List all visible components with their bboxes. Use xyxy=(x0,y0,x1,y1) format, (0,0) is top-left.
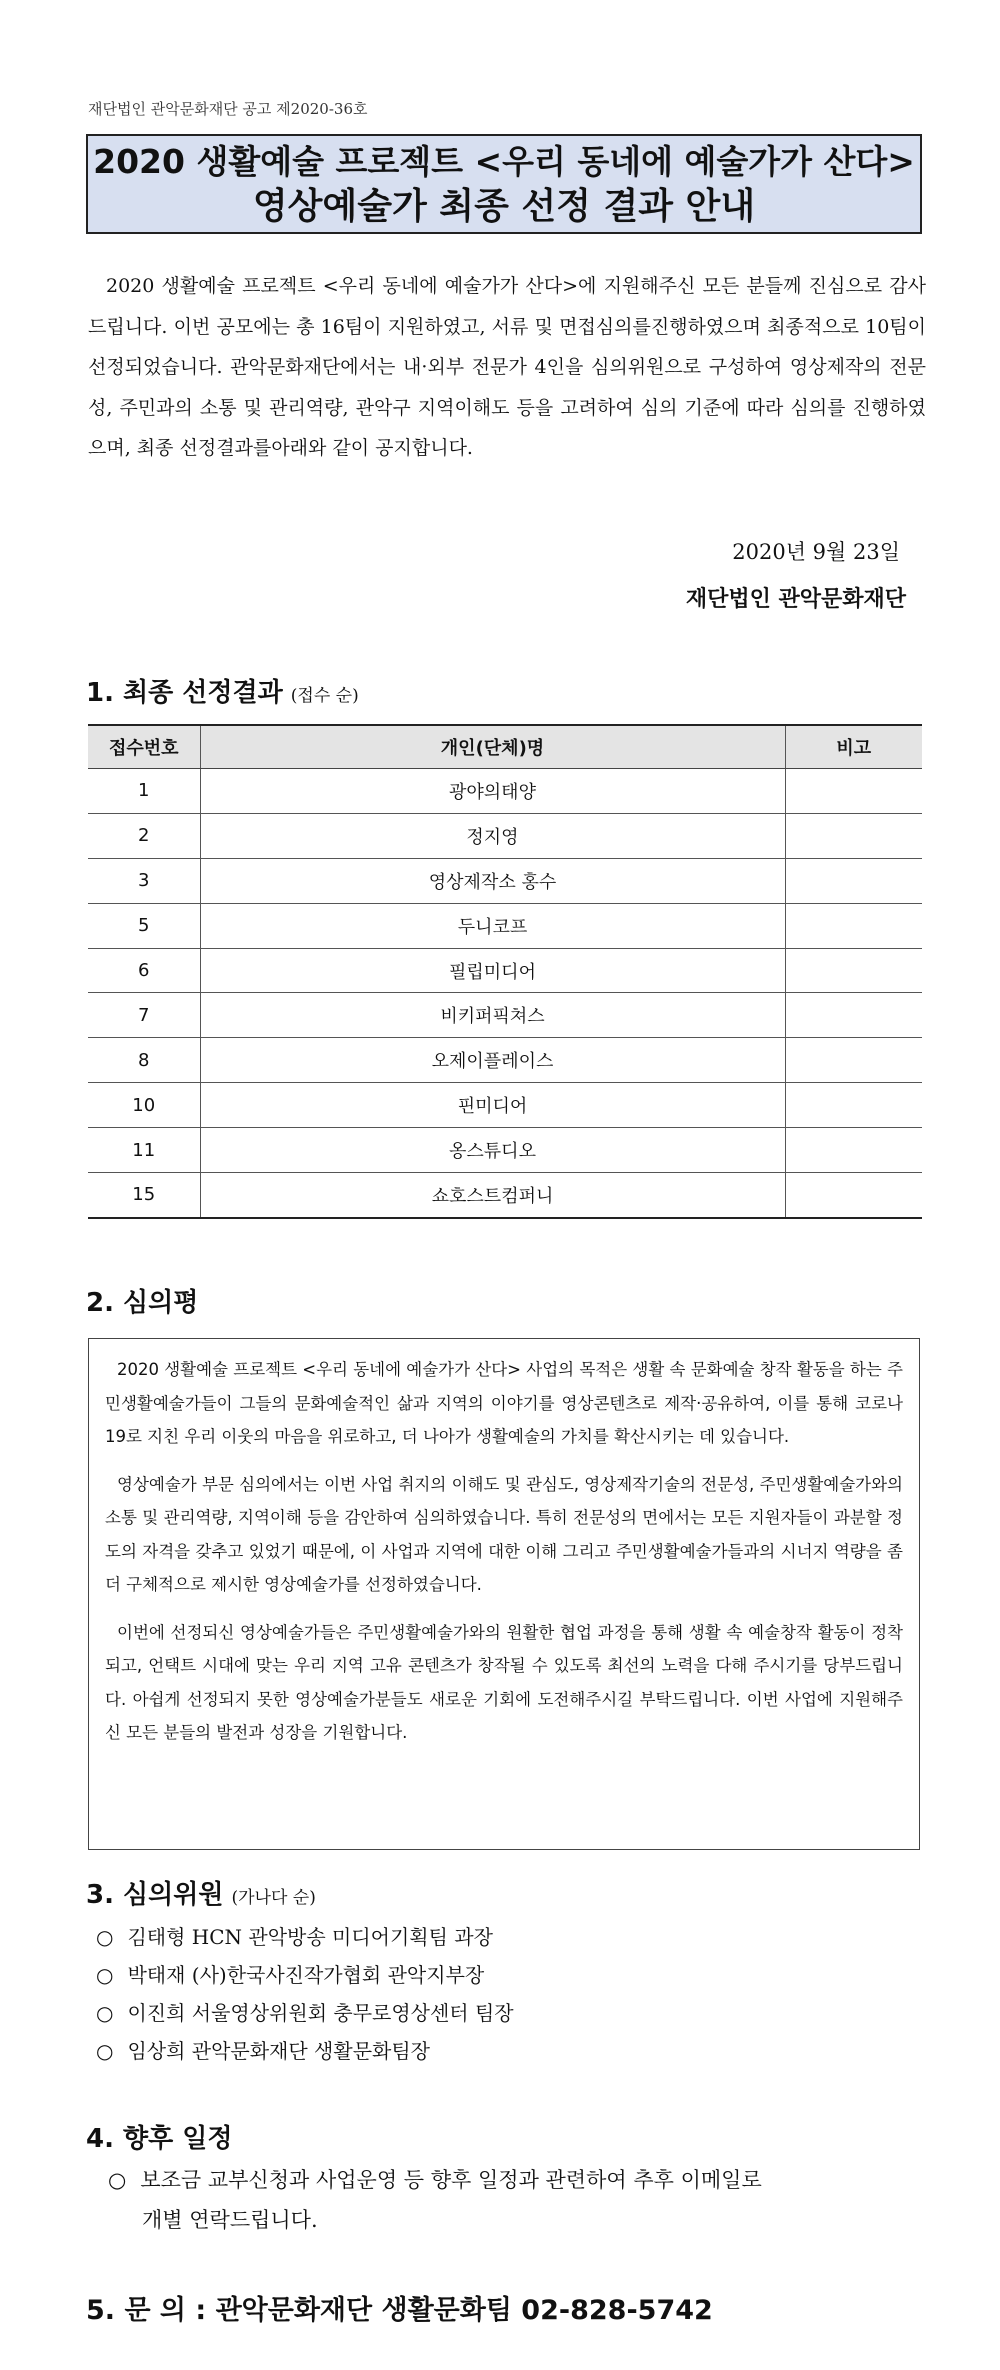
table-header-row xyxy=(88,725,922,769)
issuer-name: 재단법인 관악문화재단 xyxy=(685,586,906,612)
section-1-title: 1. 최종 선정결과 xyxy=(86,678,283,708)
table-row xyxy=(88,948,922,993)
section-3-title: 3. 심의위원 xyxy=(86,1880,224,1910)
bullet-icon: ○ xyxy=(96,1963,114,1987)
section-3-heading xyxy=(86,1874,316,1911)
cell-number: 6 xyxy=(88,948,200,993)
intro-paragraph xyxy=(88,266,926,469)
cell-number: 10 xyxy=(88,1083,200,1128)
table-row xyxy=(88,903,922,948)
notice-date: 2020년 9월 23일 xyxy=(732,540,900,564)
schedule-line-2: 개별 연락드립니다. xyxy=(142,2208,318,2232)
cell-remark xyxy=(785,858,922,903)
cell-name: 두니코프 xyxy=(200,903,785,948)
cell-number: 1 xyxy=(88,769,200,814)
review-paragraph: 영상예술가 부문 심의에서는 이번 사업 취지의 이해도 및 관심도, 영상제작기술의 전문성, 주민생활예술가와의 소통 및 관리역량, 지역이해 등을 감안하여 심의하였습니다. 특히 전문성의 면에서는 모든 지원자들이 과분할 정도의 자격을 갖추고 있었기 때문에, 이 사업과 지역에 대한 이해 그리고 주민생활예술가들과의 시너지 역량을 좀 더 구체적으로 제시한 영상예술가를 선정하였습니다. xyxy=(105,1474,903,1594)
title-box xyxy=(86,134,922,234)
cell-name: 정지영 xyxy=(200,813,785,858)
cell-number: 2 xyxy=(88,813,200,858)
cell-remark xyxy=(785,1038,922,1083)
cell-name: 핀미디어 xyxy=(200,1083,785,1128)
section-1-heading xyxy=(86,672,359,709)
table-row xyxy=(88,769,922,814)
table-row xyxy=(88,1173,922,1218)
schedule-item xyxy=(108,2160,762,2240)
cell-remark xyxy=(785,1173,922,1218)
column-header-remark: 비고 xyxy=(785,725,922,769)
cell-name: 옹스튜디오 xyxy=(200,1128,785,1173)
intro-text: 진행하였으며 최종적으로 10팀이 선정되었습니다. 관악문화재단에서는 내·외부 전문 xyxy=(88,315,927,378)
cell-remark xyxy=(785,948,922,993)
title-line-1: 2020 생활예술 프로젝트 <우리 동네에 예술가가 산다> xyxy=(93,142,915,181)
cell-remark xyxy=(785,1083,922,1128)
table-row xyxy=(88,858,922,903)
cell-name: 광야의태양 xyxy=(200,769,785,814)
cell-number: 11 xyxy=(88,1128,200,1173)
section-3-note: (가나다 순) xyxy=(231,1888,316,1908)
cell-name: 필립미디어 xyxy=(200,948,785,993)
bullet-icon: ○ xyxy=(96,1925,114,1949)
selection-result-table xyxy=(88,724,922,1219)
committee-member: 임상희 관악문화재단 생활문화팀장 xyxy=(127,2039,430,2063)
table-row xyxy=(88,1038,922,1083)
intro-text: 께 진심으로 감사드립니다. 이번 공모에는 총 16팀이 지원하였고, 서류 및 면접심의를 xyxy=(88,275,926,338)
table-row xyxy=(88,813,922,858)
bullet-icon: ○ xyxy=(96,2001,114,2025)
list-item xyxy=(96,1994,514,2032)
list-item xyxy=(96,1918,514,1956)
review-paragraph: 이번에 선정되신 영상예술가들은 주민생활예술가와의 원활한 협업 과정을 통해 생활 속 예술창작 활동이 정착되고, 언택트 시대에 맞는 우리 지역 고유 콘텐츠가 창작될 수 있도록 최선의 노력을 다해 주시기를 당부드립니다. 아쉽게 선정되지 못한 영상예술가분들도 새로운 기회에 도전해주시길 부탁드립니다. 이번 사업에 지원해주신 모든 분들의 발전과 성장을 기원합니다. xyxy=(105,1622,903,1742)
committee-member: 김태형 HCN 관악방송 미디어기획팀 과장 xyxy=(127,1925,493,1949)
contact-info: 5. 문 의 : 관악문화재단 생활문화팀 02-828-5742 xyxy=(86,2295,713,2326)
cell-name: 오제이플레이스 xyxy=(200,1038,785,1083)
schedule-line-1 xyxy=(108,2160,762,2200)
committee-member: 박태재 (사)한국사진작가협회 관악지부장 xyxy=(127,1963,485,1987)
cell-number: 5 xyxy=(88,903,200,948)
title-line-2: 영상예술가 최종 선정 결과 안내 xyxy=(252,186,756,227)
cell-remark xyxy=(785,993,922,1038)
schedule-text: 보조금 교부신청과 사업운영 등 향후 일정과 관련하여 추후 이메일로 xyxy=(140,2168,762,2192)
cell-remark xyxy=(785,769,922,814)
committee-list xyxy=(96,1918,514,2070)
table-row xyxy=(88,1083,922,1128)
bullet-icon: ○ xyxy=(96,2039,114,2063)
cell-remark xyxy=(785,903,922,948)
cell-name: 영상제작소 홍수 xyxy=(200,858,785,903)
cell-name: 쇼호스트컴퍼니 xyxy=(200,1173,785,1218)
intro-text: 악구 지역이해도 등을 고려하여 심의 기준에 따라 심의를 진행하였으며, 최종 선정결과를 xyxy=(88,396,926,459)
bullet-icon: ○ xyxy=(108,2168,127,2192)
cell-number: 15 xyxy=(88,1173,200,1218)
committee-member: 이진희 서울영상위원회 충무로영상센터 팀장 xyxy=(127,2001,514,2025)
table-row xyxy=(88,993,922,1038)
cell-remark xyxy=(785,1128,922,1173)
column-header-number: 접수번호 xyxy=(88,725,200,769)
cell-remark xyxy=(785,813,922,858)
list-item xyxy=(96,2032,514,2070)
section-4-heading: 4. 향후 일정 xyxy=(86,2124,233,2154)
list-item xyxy=(96,1956,514,1994)
intro-text: 2020 생활예술 프로젝트 <우리 동네에 예술가가 산다>에 지원해주신 모든 분들 xyxy=(106,275,784,297)
cell-number: 8 xyxy=(88,1038,200,1083)
intro-text: 가 4인을 심의위원으로 구성하여 영상제작의 전문성, 주민과의 소통 및 관리역량, 관 xyxy=(88,356,926,419)
column-header-name: 개인(단체)명 xyxy=(200,725,785,769)
table-row xyxy=(88,1128,922,1173)
intro-text: 아래와 같이 공지합니다. xyxy=(271,437,473,459)
section-2-heading: 2. 심의평 xyxy=(86,1288,199,1318)
cell-number: 7 xyxy=(88,993,200,1038)
notice-number: 재단법인 관악문화재단 공고 제2020-36호 xyxy=(88,100,368,118)
review-box xyxy=(88,1338,920,1850)
cell-name: 비키퍼픽쳐스 xyxy=(200,993,785,1038)
review-paragraph: 2020 생활예술 프로젝트 <우리 동네에 예술가가 산다> 사업의 목적은 생활 속 문화예술 창작 활동을 하는 주민생활예술가들이 그들의 문화예술적인 삶과 지역의 이야기를 영상콘텐츠로 제작·공유하여, 이를 통해 코로나19로 지친 우리 이웃의 마음을 위로하고, 더 나아가 생활예술의 가치를 확산시키는 데 있습니다. xyxy=(105,1360,903,1446)
cell-number: 3 xyxy=(88,858,200,903)
section-1-note: (접수 순) xyxy=(290,686,359,706)
